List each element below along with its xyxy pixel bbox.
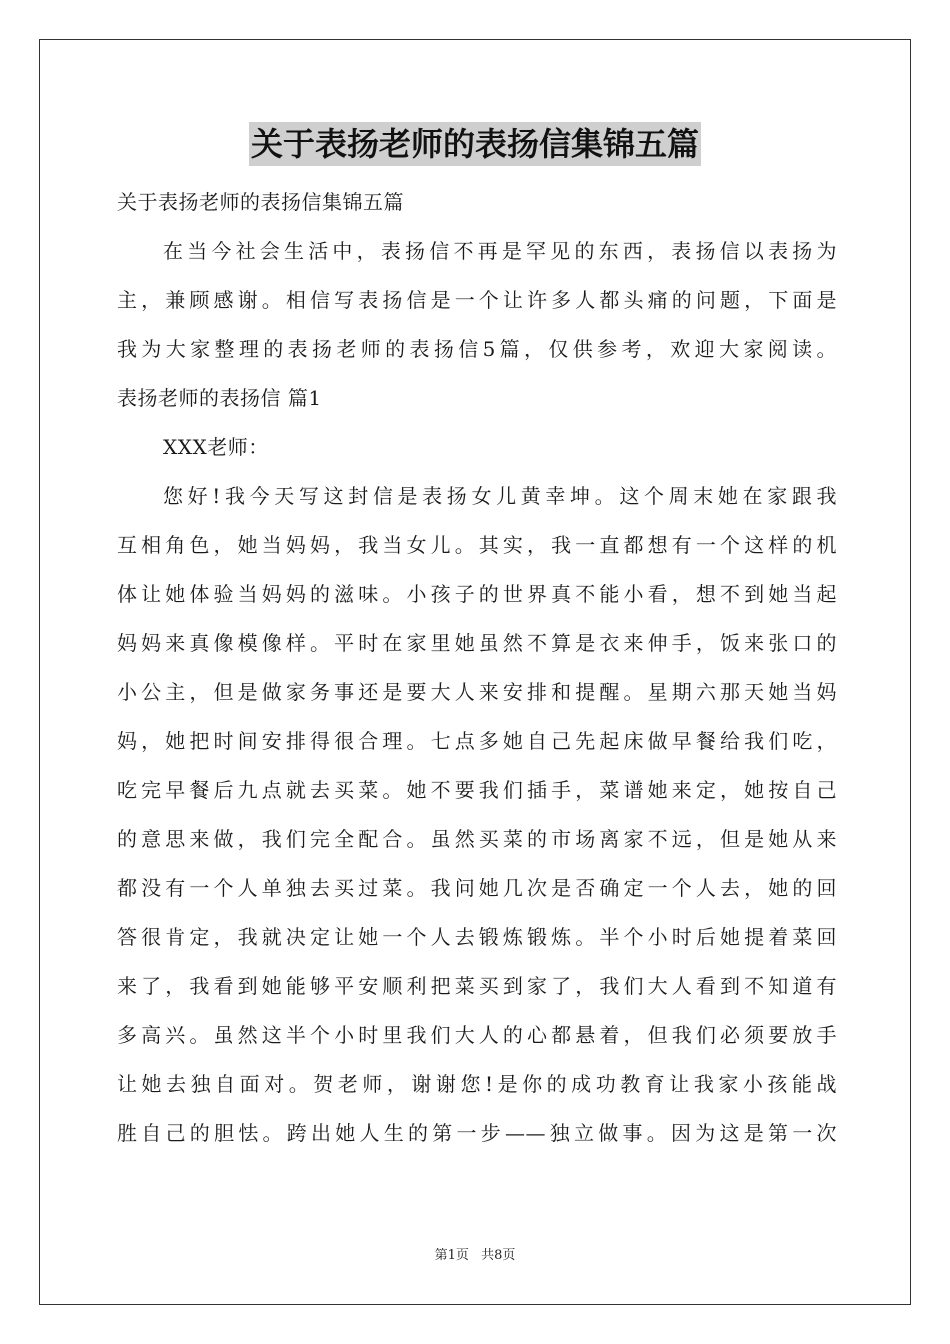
paragraph-line: 小公主，但是做家务事还是要大人来安排和提醒。星期六那天她当妈 <box>117 680 837 704</box>
document-body <box>117 178 837 1158</box>
paragraph-line: 都没有一个人单独去买过菜。我问她几次是否确定一个人去，她的回 <box>117 876 837 900</box>
paragraph-line: 多高兴。虽然这半个小时里我们大人的心都悬着，但我们必须要放手 <box>117 1023 837 1047</box>
paragraph-line: 互相角色，她当妈妈，我当女儿。其实，我一直都想有一个这样的机 <box>117 533 837 557</box>
page-total: 共8页 <box>481 1248 516 1263</box>
paragraph-line: 让她去独自面对。贺老师，谢谢您!是你的成功教育让我家小孩能战 <box>117 1072 837 1096</box>
salutation: XXX老师： <box>163 435 269 459</box>
paragraph-line: 您好!我今天写这封信是表扬女儿黄幸坤。这个周末她在家跟我 <box>163 484 837 508</box>
section-heading: 表扬老师的表扬信 篇1 <box>117 386 322 410</box>
document-title: 关于表扬老师的表扬信集锦五篇 <box>249 122 701 166</box>
paragraph-line: 我为大家整理的表扬老师的表扬信5篇，仅供参考，欢迎大家阅读。 <box>117 337 837 361</box>
paragraph-line: 的意思来做，我们完全配合。虽然买菜的市场离家不远，但是她从来 <box>117 827 837 851</box>
paragraph-line: 胜自己的胆怯。跨出她人生的第一步——独立做事。因为这是第一次 <box>117 1121 837 1145</box>
title-wrap <box>0 122 950 166</box>
paragraph-line: 体让她体验当妈妈的滋味。小孩子的世界真不能小看，想不到她当起 <box>117 582 837 606</box>
subtitle-line: 关于表扬老师的表扬信集锦五篇 <box>117 190 404 214</box>
paragraph-line: 在当今社会生活中，表扬信不再是罕见的东西，表扬信以表扬为 <box>163 239 837 263</box>
paragraph-line: 妈妈来真像模像样。平时在家里她虽然不算是衣来伸手，饭来张口的 <box>117 631 837 655</box>
paragraph-line: 答很肯定，我就决定让她一个人去锻炼锻炼。半个小时后她提着菜回 <box>117 925 837 949</box>
paragraph-line: 妈，她把时间安排得很合理。七点多她自己先起床做早餐给我们吃， <box>117 729 837 753</box>
paragraph-line: 来了，我看到她能够平安顺利把菜买到家了，我们大人看到不知道有 <box>117 974 837 998</box>
page-number: 第1页 <box>434 1248 469 1263</box>
paragraph-line: 吃完早餐后九点就去买菜。她不要我们插手，菜谱她来定，她按自己 <box>117 778 837 802</box>
paragraph-line: 主，兼顾感谢。相信写表扬信是一个让许多人都头痛的问题，下面是 <box>117 288 837 312</box>
page-footer <box>0 1244 950 1263</box>
